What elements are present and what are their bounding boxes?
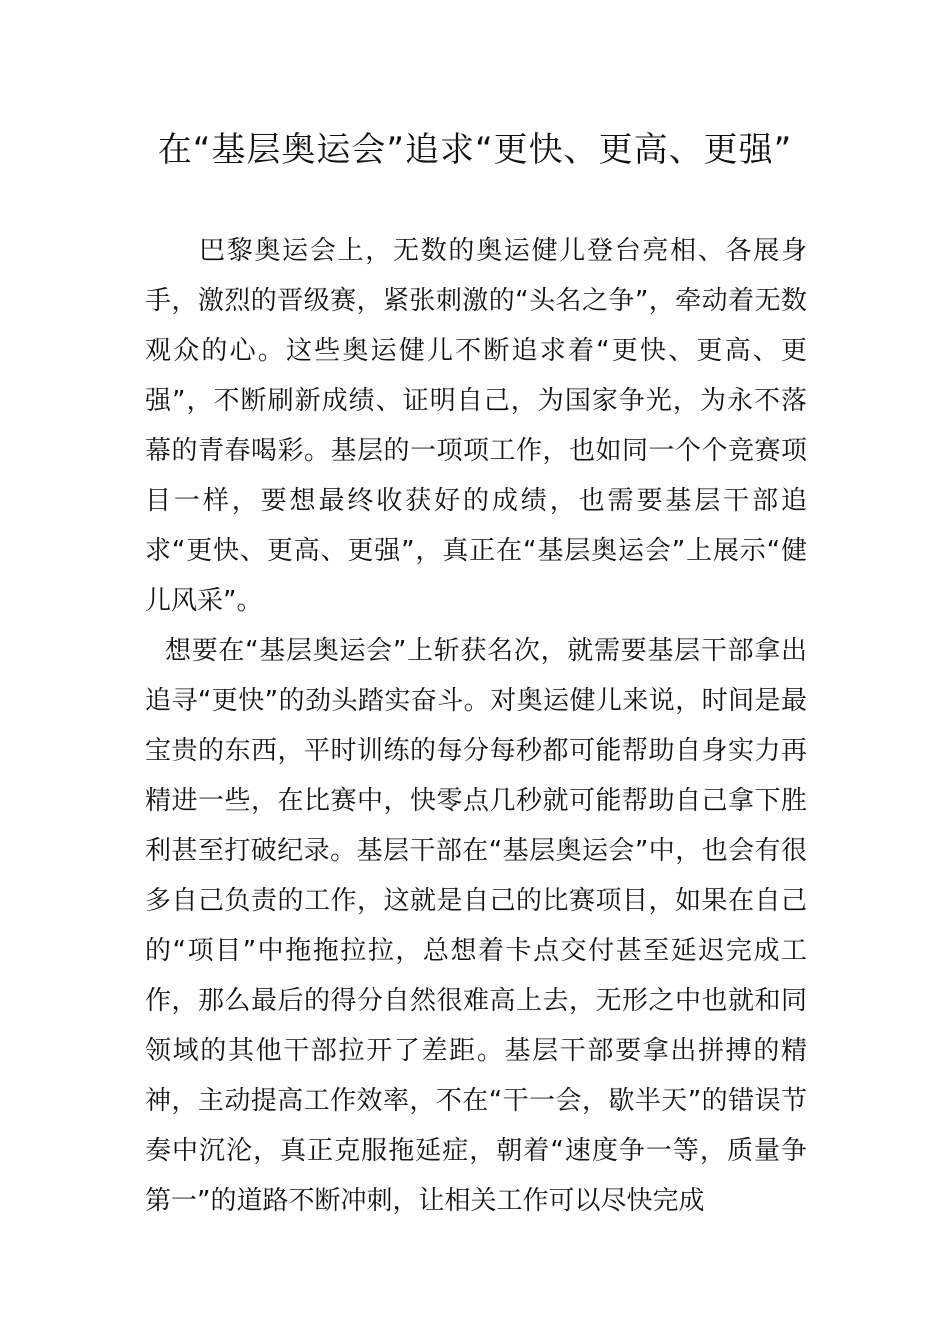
document-body	[145, 226, 807, 1226]
paragraph-faster: 想要在“基层奥运会”上斩获名次，就需要基层干部拿出追寻“更快”的劲头踏实奋斗。对奥运健儿来说，时间是最宝贵的东西，平时训练的每分每秒都可能帮助自身实力再精进一些，在比赛中，快零点几秒就可能帮助自己拿下胜利甚至打破纪录。基层干部在“基层奥运会”中，也会有很多自己负责的工作，这就是自己的比赛项目，如果在自己的“项目”中拖拖拉拉，总想着卡点交付甚至延迟完成工作，那么最后的得分自然很难高上去，无形之中也就和同领域的其他干部拉开了差距。基层干部要拿出拼搏的精神，主动提高工作效率，不在“干一会，歇半天”的错误节奏中沉沦，真正克服拖延症，朝着“速度争一等，质量争第一”的道路不断冲刺，让相关工作可以尽快完成	[145, 636, 807, 1216]
document-title: 在“基层奥运会”追求“更快、更高、更强”	[157, 130, 793, 170]
paragraph-intro: 巴黎奥运会上，无数的奥运健儿登台亮相、各展身手，激烈的晋级赛，紧张刺激的“头名之争”，牵动着无数观众的心。这些奥运健儿不断追求着“更快、更高、更强”，不断刷新成绩、证明自己，为国家争光，为永不落幕的青春喝彩。基层的一项项工作，也如同一个个竞赛项目一样，要想最终收获好的成绩，也需要基层干部追求“更快、更高、更强”，真正在“基层奥运会”上展示“健儿风采”。	[145, 236, 807, 616]
